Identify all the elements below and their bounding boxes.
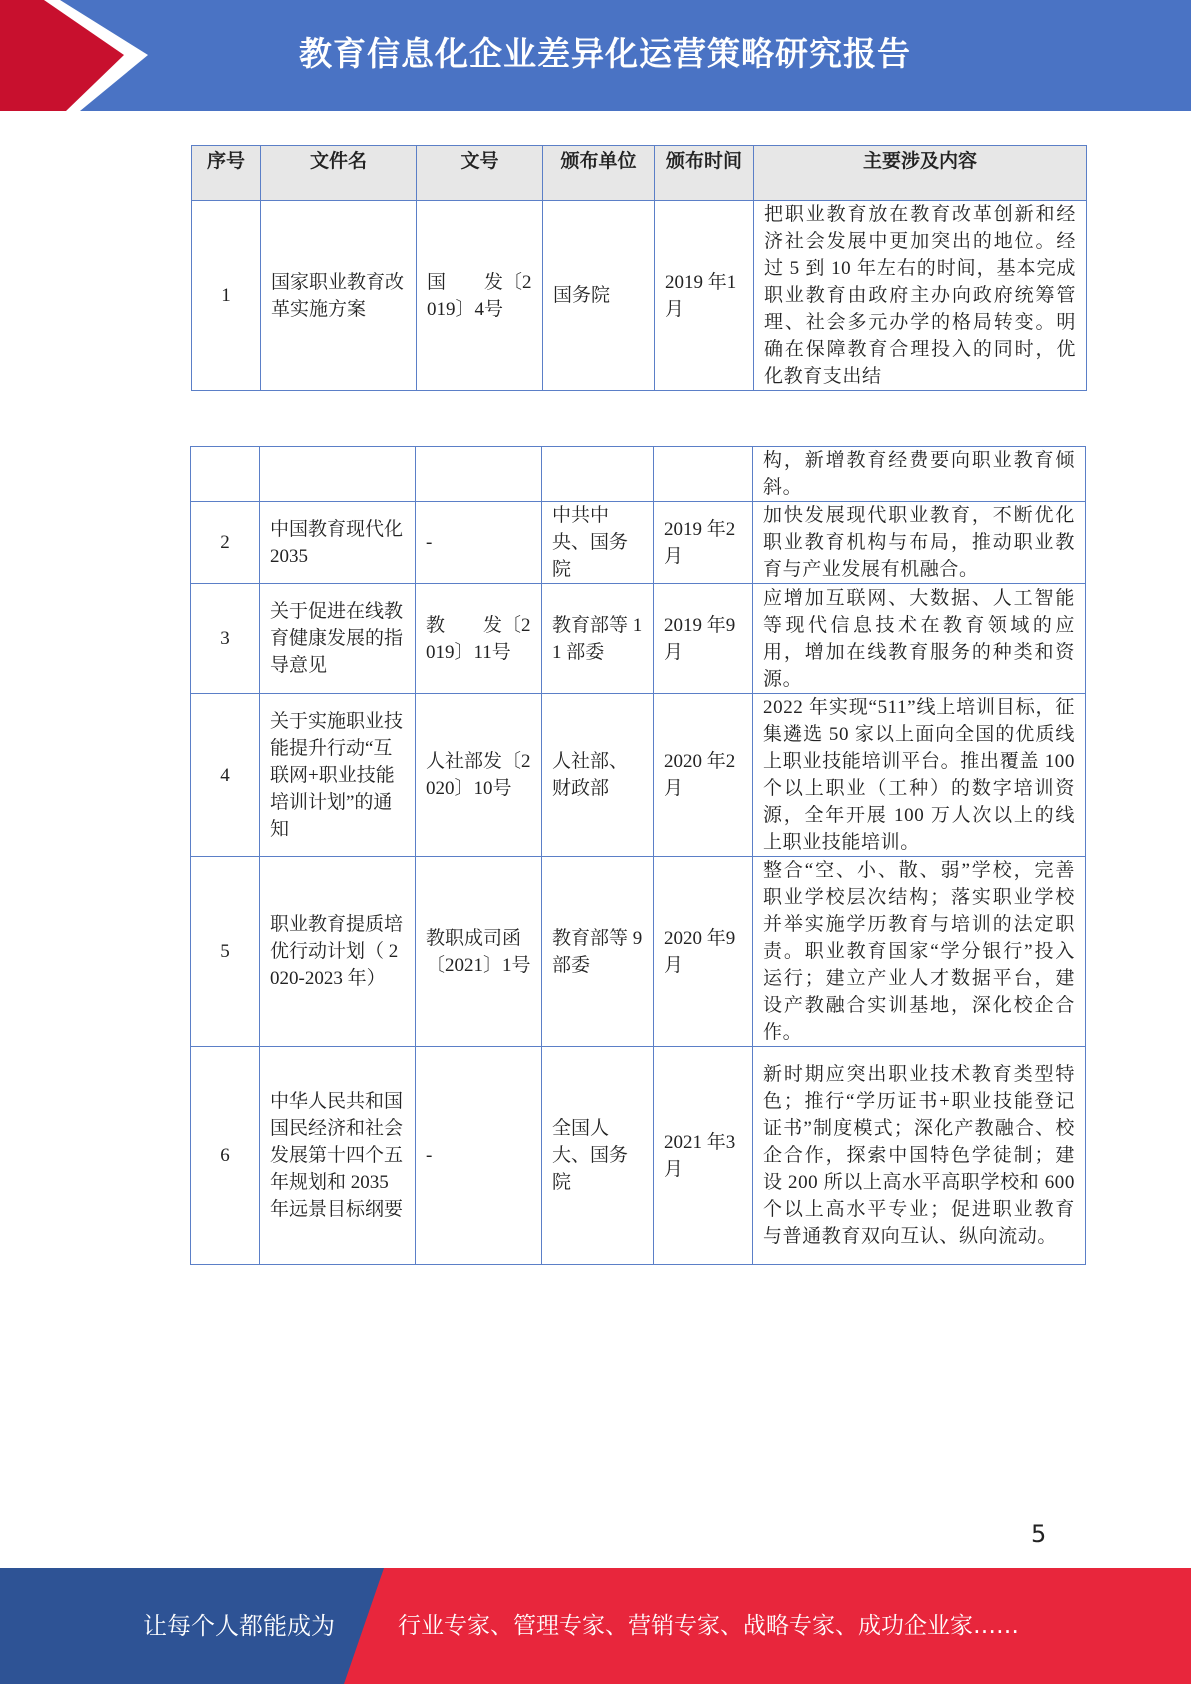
row-date (654, 447, 753, 502)
row-number (416, 447, 542, 502)
footer-slogan-roles: 行业专家、管理专家、营销专家、战略专家、成功企业家…… (398, 1613, 1019, 1639)
footer-slogan-lead: 让每个人都能成为 (143, 1612, 335, 1640)
row-unit: 中共中央、国务院 (542, 502, 654, 584)
row-number: 教 发〔2019〕11号 (416, 584, 542, 694)
table-page-break (190, 1264, 1085, 1271)
row-no (191, 447, 260, 502)
row-content: 新时期应突出职业技术教育类型特色；推行“学历证书+职业技能登记证书”制度模式；深化产教融合、校企合作，探索中国特色学徒制；建设 200 所以上高水平高职学校和 600 个以上高水平专业；促进职业教育与普通教育双向互认、纵向流动。 (753, 1047, 1086, 1265)
table-row (191, 694, 1086, 857)
row-date: 2021 年3月 (654, 1047, 753, 1265)
row-unit: 国务院 (543, 201, 655, 391)
row-date: 2020 年9月 (654, 857, 753, 1047)
row-unit: 教育部等 11 部委 (542, 584, 654, 694)
row-date: 2019 年2月 (654, 502, 753, 584)
row-no: 2 (191, 502, 260, 584)
table-row (191, 1047, 1086, 1265)
row-number: 国 发〔2019〕4号 (417, 201, 543, 391)
row-no: 3 (191, 584, 260, 694)
header-no: 序号 (192, 146, 261, 201)
row-name: 国家职业教育改革实施方案 (261, 201, 417, 391)
table-row-continuation (191, 447, 1086, 502)
row-content: 整合“空、小、散、弱”学校，完善职业学校层次结构；落实职业学校并举实施学历教育与培训的法定职责。职业教育国家“学分银行”投入运行；建立产业人才数据平台，建设产教融合实训基地，深化校企合作。 (753, 857, 1086, 1047)
row-content: 把职业教育放在教育改革创新和经济社会发展中更加突出的地位。经过 5 到 10 年左右的时间，基本完成职业教育由政府主办向政府统筹管理、社会多元办学的格局转变。明确在保障教育合理投入的同时，优化教育支出结 (754, 201, 1087, 391)
row-no: 5 (191, 857, 260, 1047)
row-name: 关于实施职业技能提升行动“互联网+职业技能培训计划”的通知 (260, 694, 416, 857)
page-number: 5 (1031, 1520, 1047, 1548)
table-header-row (192, 146, 1087, 201)
page-header (0, 0, 1191, 111)
table-row (191, 502, 1086, 584)
policy-table-part-1 (191, 145, 1087, 391)
row-no: 4 (191, 694, 260, 857)
row-name (260, 447, 416, 502)
row-content: 2022 年实现“511”线上培训目标，征集遴选 50 家以上面向全国的优质线上职业技能培训平台。推出覆盖 100 个以上职业（工种）的数字培训资源，全年开展 100 万人次以上的线上职业技能培训。 (753, 694, 1086, 857)
row-number: 人社部发〔2020〕10号 (416, 694, 542, 857)
row-content: 加快发展现代职业教育，不断优化职业教育机构与布局，推动职业教育与产业发展有机融合。 (753, 502, 1086, 584)
row-no: 1 (192, 201, 261, 391)
header-number: 文号 (417, 146, 543, 201)
table-row (191, 584, 1086, 694)
page-footer (0, 1568, 1191, 1684)
row-no: 6 (191, 1047, 260, 1265)
row-name: 中华人民共和国国民经济和社会发展第十四个五年规划和 2035 年远景目标纲要 (260, 1047, 416, 1265)
policy-table-part-2 (190, 446, 1086, 1265)
row-name: 职业教育提质培优行动计划（ 2020-2023 年） (260, 857, 416, 1047)
row-content: 构，新增教育经费要向职业教育倾斜。 (753, 447, 1086, 502)
row-name: 中国教育现代化 2035 (260, 502, 416, 584)
header-name: 文件名 (261, 146, 417, 201)
row-content: 应增加互联网、大数据、人工智能等现代信息技术在教育领域的应用，增加在线教育服务的种类和资源。 (753, 584, 1086, 694)
row-unit: 全国人大、国务院 (542, 1047, 654, 1265)
report-title: 教育信息化企业差异化运营策略研究报告 (299, 34, 911, 73)
row-number: - (416, 1047, 542, 1265)
row-unit (542, 447, 654, 502)
row-date: 2020 年2月 (654, 694, 753, 857)
table-row (191, 857, 1086, 1047)
row-name: 关于促进在线教育健康发展的指导意见 (260, 584, 416, 694)
row-unit: 教育部等 9 部委 (542, 857, 654, 1047)
table-row (192, 201, 1087, 391)
row-date: 2019 年1月 (655, 201, 754, 391)
header-content: 主要涉及内容 (754, 146, 1087, 201)
row-unit: 人社部、财政部 (542, 694, 654, 857)
row-number: - (416, 502, 542, 584)
header-unit: 颁布单位 (543, 146, 655, 201)
row-number: 教职成司函〔2021〕1号 (416, 857, 542, 1047)
row-date: 2019 年9月 (654, 584, 753, 694)
header-date: 颁布时间 (655, 146, 754, 201)
